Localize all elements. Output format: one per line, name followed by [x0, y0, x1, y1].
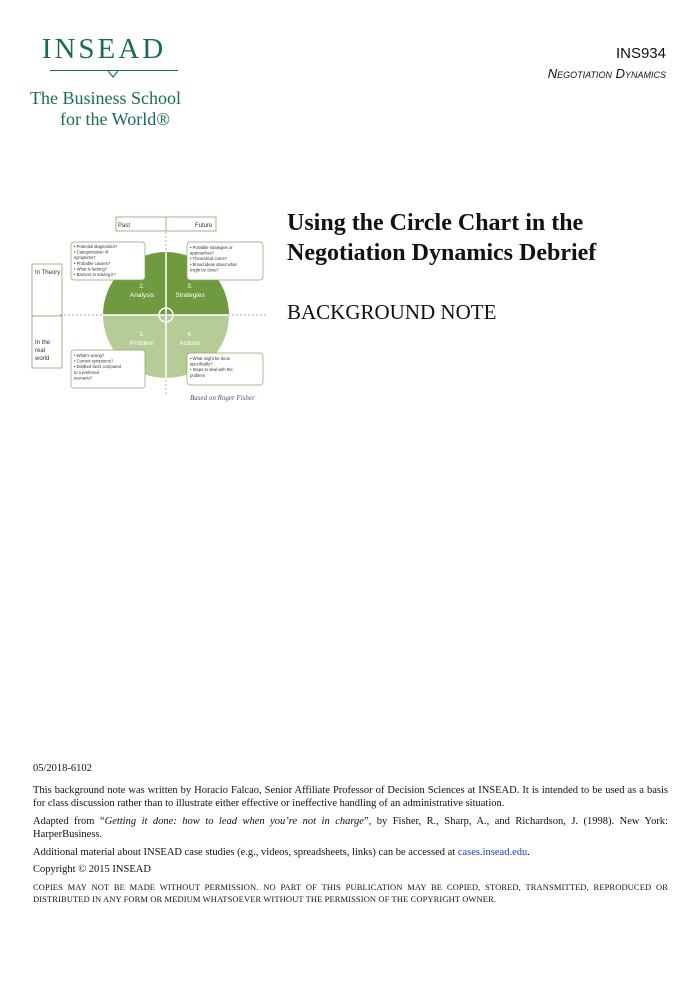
box-question-line: • Steps to deal with the [190, 367, 233, 373]
circle-chart-figure [30, 214, 270, 406]
date-code: 05/2018-6102 [33, 763, 92, 774]
author-note: This background note was written by Horacio Falcao, Senior Affiliate Professor of Decision Sciences at INSEAD. It is intended to be used as a basis for class discussion rather than to illustrate either effective or ineffective handling of an administrative situation. [33, 784, 668, 809]
box-question-line: • What's wrong? [74, 353, 105, 358]
logo-tagline-line1: The Business School [30, 88, 181, 108]
copyright-line: Copyright © 2015 INSEAD [33, 864, 151, 875]
q4-number: 4. [187, 331, 193, 338]
box-question-line: problem [190, 372, 206, 378]
logo-tagline-line2: for the World® [60, 109, 170, 129]
additional-suffix: . [527, 846, 530, 858]
adaptation-prefix: Adapted from “ [33, 815, 105, 827]
title-line-1: Using the Circle Chart in the [287, 210, 584, 236]
additional-material-note [33, 846, 668, 860]
cases-link[interactable]: cases.insead.edu [457, 846, 528, 858]
copy-restriction-notice: COPIES MAY NOT BE MADE WITHOUT PERMISSION. NO PART OF THIS PUBLICATION MAY BE COPIED, STORED, TRANSMITTED, REPRODUCED OR DISTRIBUTED IN ANY FORM OR MEDIUM WHATSOEVER WITHOUT THE PERMISSION OF THE COPYRIGHT OWNER. [33, 881, 668, 904]
figure-credit: Based on Roger Fisher [190, 394, 255, 402]
box-question-line: • What is lacking? [74, 266, 108, 272]
row-real-label-3: world [35, 356, 50, 362]
q2-number: 2. [139, 283, 145, 290]
adaptation-suffix: ”, by Fisher, R., Sharp, A., and Richardson, J. (1998). New York: HarperBusiness. [33, 815, 668, 840]
q1-label: Problem [129, 340, 155, 347]
box-question-line: • Theoretical cures? [190, 256, 228, 262]
document-subtitle: BACKGROUND NOTE [287, 300, 497, 324]
q1-number: 1. [139, 331, 145, 338]
box-question-line: might be done? [190, 267, 219, 273]
logo-wordmark: INSEAD [41, 33, 167, 65]
box-question-line: symptoms? [74, 255, 96, 261]
logo-chevron-icon [108, 70, 118, 80]
row-theory-label: In Theory [35, 270, 61, 276]
footer-notes [33, 762, 668, 909]
document-title [287, 208, 692, 268]
box-question-line: • What might be done [190, 356, 231, 361]
q2-label: Analysis [129, 292, 155, 299]
book-title: Getting it done: how to lead when you’re not in charge [104, 815, 364, 827]
box-question-line: specifically? [190, 361, 213, 367]
box-question-line: to a preferred [74, 369, 100, 375]
case-code: INS934 [615, 45, 666, 62]
series-name: Negotiation Dynamics [547, 66, 666, 81]
q3-label: Strategies [175, 292, 205, 299]
additional-prefix: Additional material about INSEAD case studies (e.g., videos, spreadsheets, links) can be accessed at [33, 846, 458, 858]
col-past-label: Past [118, 223, 131, 229]
box-question-line: • Categorization of [74, 249, 109, 255]
box-question-line: • Probable causes? [74, 260, 111, 266]
q3-number: 3. [187, 283, 193, 290]
logo-tagline [30, 88, 202, 130]
col-future-label: Future [195, 223, 213, 229]
box-question-line: • Current symptoms? [74, 358, 114, 364]
insead-logo [30, 33, 202, 129]
box-question-line: • Possible strategies or [190, 245, 233, 250]
title-line-2: Negotiation Dynamics Debrief [287, 240, 597, 266]
box-question-line: • Disliked facts compared [74, 364, 122, 370]
box-question-line: • Barriers to solving it? [74, 272, 116, 277]
box-question-line: • Potential diagnostics? [74, 244, 118, 249]
box-question-line: scenario? [74, 375, 93, 381]
box-question-line: approaches? [190, 250, 215, 256]
q4-label: Actions [179, 340, 201, 347]
box-question-line: • Broad ideas about what [190, 261, 237, 267]
row-real-label-2: real [35, 348, 46, 354]
adaptation-note [33, 815, 668, 842]
row-real-label-1: In the [35, 340, 51, 346]
